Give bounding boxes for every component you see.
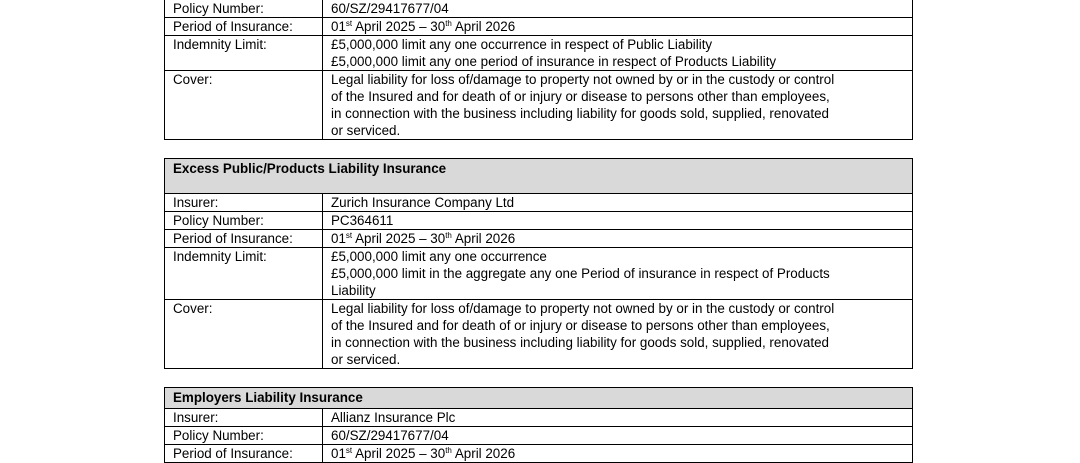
row-label: Period of Insurance: (165, 445, 323, 462)
value-line: Legal liability for loss of/damage to property not owned by or in the custody or control (331, 72, 835, 87)
policy-number-row (165, 212, 912, 230)
row-value: Zurich Insurance Company Ltd (331, 195, 515, 210)
insurer-row (165, 409, 912, 427)
value-line: of the Insured and for death of or injury or disease to persons other than employees, (331, 89, 830, 104)
row-label: Period of Insurance: (165, 230, 323, 247)
value-line: or serviced. (331, 123, 401, 138)
row-label: Period of Insurance: (165, 18, 323, 35)
period-row (165, 18, 912, 36)
row-label: Insurer: (165, 409, 323, 426)
row-value: Legal liability for loss of/damage to property not owned by or in the custody or control of the Insured and for death of or injury or disease to persons other than employees, in connection with the business including liability for goods sold, supplied, renovated or serviced. (331, 301, 835, 367)
cover-row (165, 300, 912, 368)
indemnity-row (165, 36, 912, 71)
row-label: Policy Number: (165, 212, 323, 229)
policy-number-row (165, 427, 912, 445)
row-value (323, 71, 912, 139)
employers-liability-section (164, 387, 913, 463)
value-line: £5,000,000 limit any one occurrence in respect of Public Liability (331, 37, 713, 52)
cover-row (165, 71, 912, 139)
public-products-liability-section (164, 0, 913, 140)
row-label: Insurer: (165, 194, 323, 211)
row-label: Indemnity Limit: (165, 248, 323, 299)
section-title: Employers Liability Insurance (165, 388, 912, 409)
row-value: Allianz Insurance Plc (331, 410, 456, 425)
row-value: PC364611 (331, 213, 394, 228)
value-line: £5,000,000 limit any one period of insurance in respect of Products Liability (331, 54, 777, 69)
period-value: 01st April 2025 – 30th April 2026 (331, 446, 516, 461)
row-value: £5,000,000 limit any one occurrence £5,000,000 limit in the aggregate any one Period of insurance in respect of Products Liability (331, 249, 830, 298)
row-label: Policy Number: (165, 427, 323, 444)
indemnity-row (165, 248, 912, 300)
row-label: Indemnity Limit: (165, 36, 323, 70)
period-row (165, 445, 912, 462)
row-label: Cover: (165, 71, 323, 139)
row-label: Policy Number: (165, 0, 323, 17)
row-label: Cover: (165, 300, 323, 368)
value-line: in connection with the business including liability for goods sold, supplied, renovated (331, 106, 829, 121)
value-line: 60/SZ/29417677/04 (331, 1, 449, 16)
period-row (165, 230, 912, 248)
excess-liability-section (164, 158, 913, 369)
insurer-row (165, 194, 912, 212)
section-title: Excess Public/Products Liability Insurance (165, 159, 912, 194)
period-value: 01st April 2025 – 30th April 2026 (331, 19, 516, 34)
policy-number-row (165, 0, 912, 18)
period-value: 01st April 2025 – 30th April 2026 (331, 231, 516, 246)
row-value (323, 0, 912, 17)
row-value: 60/SZ/29417677/04 (331, 428, 449, 443)
row-value (323, 36, 912, 70)
